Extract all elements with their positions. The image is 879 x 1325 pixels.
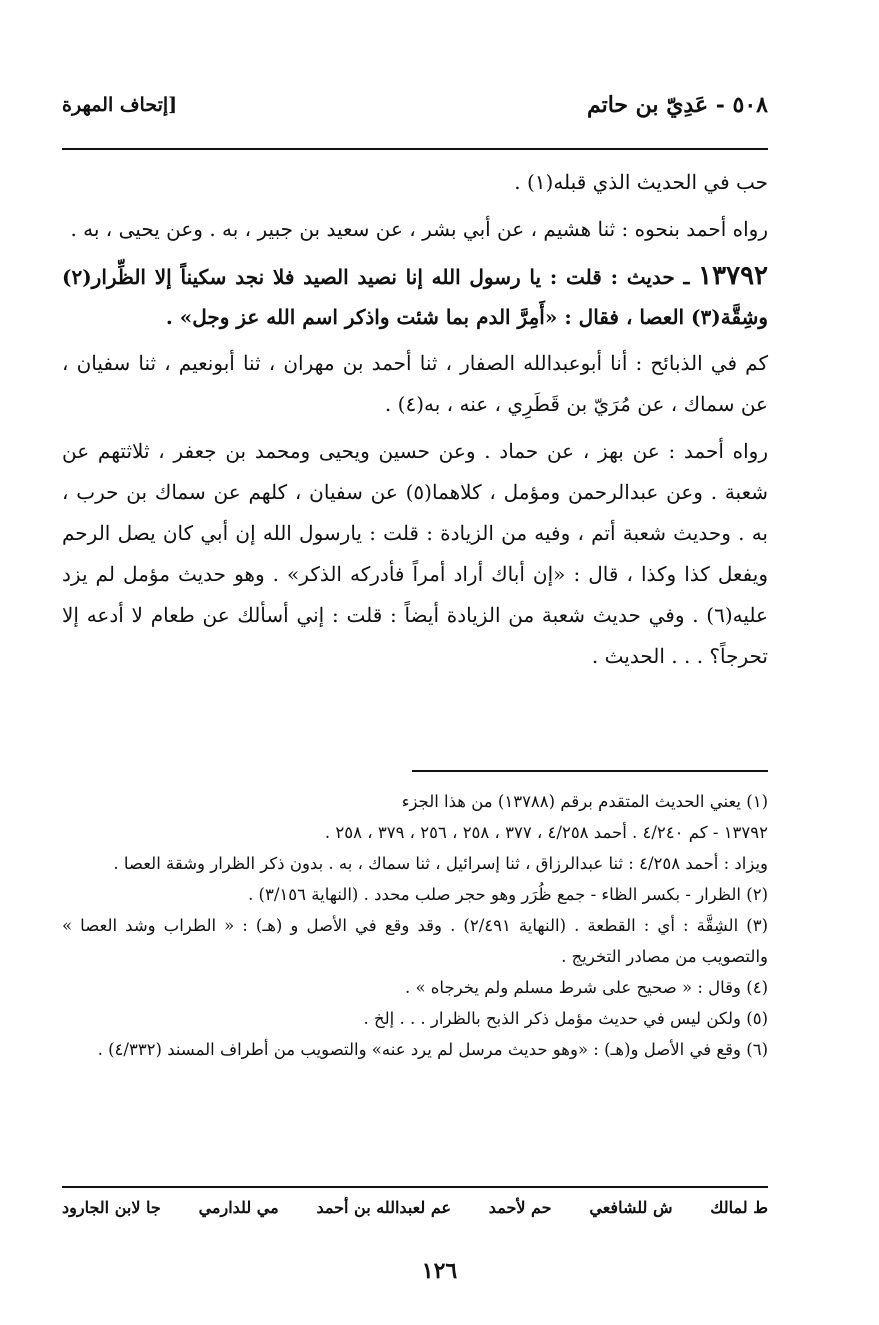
abbrev-malik: ط لمالك [710,1198,768,1217]
footnote-6: (٦) وقع في الأصل و(هـ) : «وهو حديث مرسل لم يرد عنه» والتصويب من أطراف المسند (٤/٣٣٢) . [97,1040,768,1059]
abbrev-ibn-jarud: جا لابن الجارود [62,1198,161,1217]
abbreviations-rule [62,1186,768,1188]
footnote-1: (١) يعني الحديث المتقدم برقم (١٣٧٨٨) من هذا الجزء [401,792,768,811]
footnote-separator [412,770,768,772]
page-number: ١٢٦ [421,1258,458,1284]
hadith-paragraph [62,256,768,337]
abbrev-abdullah: عم لعبدالله بن أحمد [316,1198,452,1217]
paragraph-5: رواه أحمد : عن بهز ، عن حماد . وعن حسين ويحيى ومحمد بن جعفر ، ثلاثتهم عن شعبة . وعن عبدالرحمن ومؤمل ، كلاهما(٥) عن سفيان ، كلهم عن سماك بن حرب ، به . وحديث شعبة أتم ، وفيه من الزيادة : قلت : يارسول الله إن أبي كان يصل الرحم ويفعل كذا وكذا ، قال : «إن أباك أراد أمراً فأدركه الذكر» . وهو حديث مؤمل لم يزد عليه(٦) . وفي حديث شعبة من الزيادة أيضاً : قلت : إني أسألك عن طعام لا أدعه إلا تحرجاً؟ . . . الحديث . [62,439,769,668]
footnote-3: (٣) الشِقَّة : أي : القطعة . (النهاية ٢/٤٩١) . وقد وقع في الأصل و (هـ) : « الطراب وشد العصا » والتصويب من مصادر التخريج . [62,916,768,966]
paragraph-1: حب في الحديث الذي قبله(١) . [514,170,768,194]
header-rule [62,148,768,150]
running-header [62,84,768,136]
footnote-5: (٥) ولكن ليس في حديث مؤمل ذكر الذبح بالظرار . . . إلخ . [363,1009,768,1028]
footnote-4: (٤) وقال : « صحيح على شرط مسلم ولم يخرجاه » . [404,978,768,997]
abbrev-ahmad: حم لأحمد [488,1198,552,1217]
hadith-text: ـ حديث : قلت : يا رسول الله إنا نصيد الصيد فلا نجد سكيناً إلا الظِّرار(٢) وشِقَّة(٣) العصا ، فقال : «أَمِرَّ الدم بما شئت واذكر اسم الله عز وجل» . [62,265,768,329]
main-text [62,162,768,683]
hadith-number: ١٣٧٩٢ [698,261,768,291]
footnotes [62,786,768,1065]
footnote-additional: ويزاد : أحمد ٤/٢٥٨ : ثنا عبدالرزاق ، ثنا إسرائيل ، ثنا سماك ، به . بدون ذكر الظرار وشقة العصا . [113,854,768,873]
footnote-takhrij: ١٣٧٩٢ - كم ٤/٢٤٠ . أحمد ٤/٢٥٨ ، ٣٧٧ ، ٢٥٨ ، ٢٥٦ ، ٣٧٩ ، ٢٥٨ . [324,823,768,842]
header-book-title: [إتحاف المهرة [62,94,178,116]
header-section-title: ٥٠٨ - عَدِيّ بن حاتم [586,92,768,118]
footnote-2: (٢) الظرار - بكسر الظاء - جمع ظُرَر وهو حجر صلب محدد . (النهاية ٣/١٥٦) . [248,885,768,904]
abbrev-darimi: مي للدارمي [198,1198,279,1217]
abbrev-shafii: ش للشافعي [589,1198,673,1217]
abbreviations-key [62,1198,768,1217]
paragraph-4: كم في الذبائح : أنا أبوعبدالله الصفار ، ثنا أحمد بن مهران ، ثنا أبونعيم ، ثنا سفيان ، عن سماك ، عن مُرَيّ بن قَطَرِي ، عنه ، به(٤) . [62,351,768,416]
paragraph-2: رواه أحمد بنحوه : ثنا هشيم ، عن أبي بشر ، عن سعيد بن جبير ، به . وعن يحيى ، به . [70,217,768,241]
